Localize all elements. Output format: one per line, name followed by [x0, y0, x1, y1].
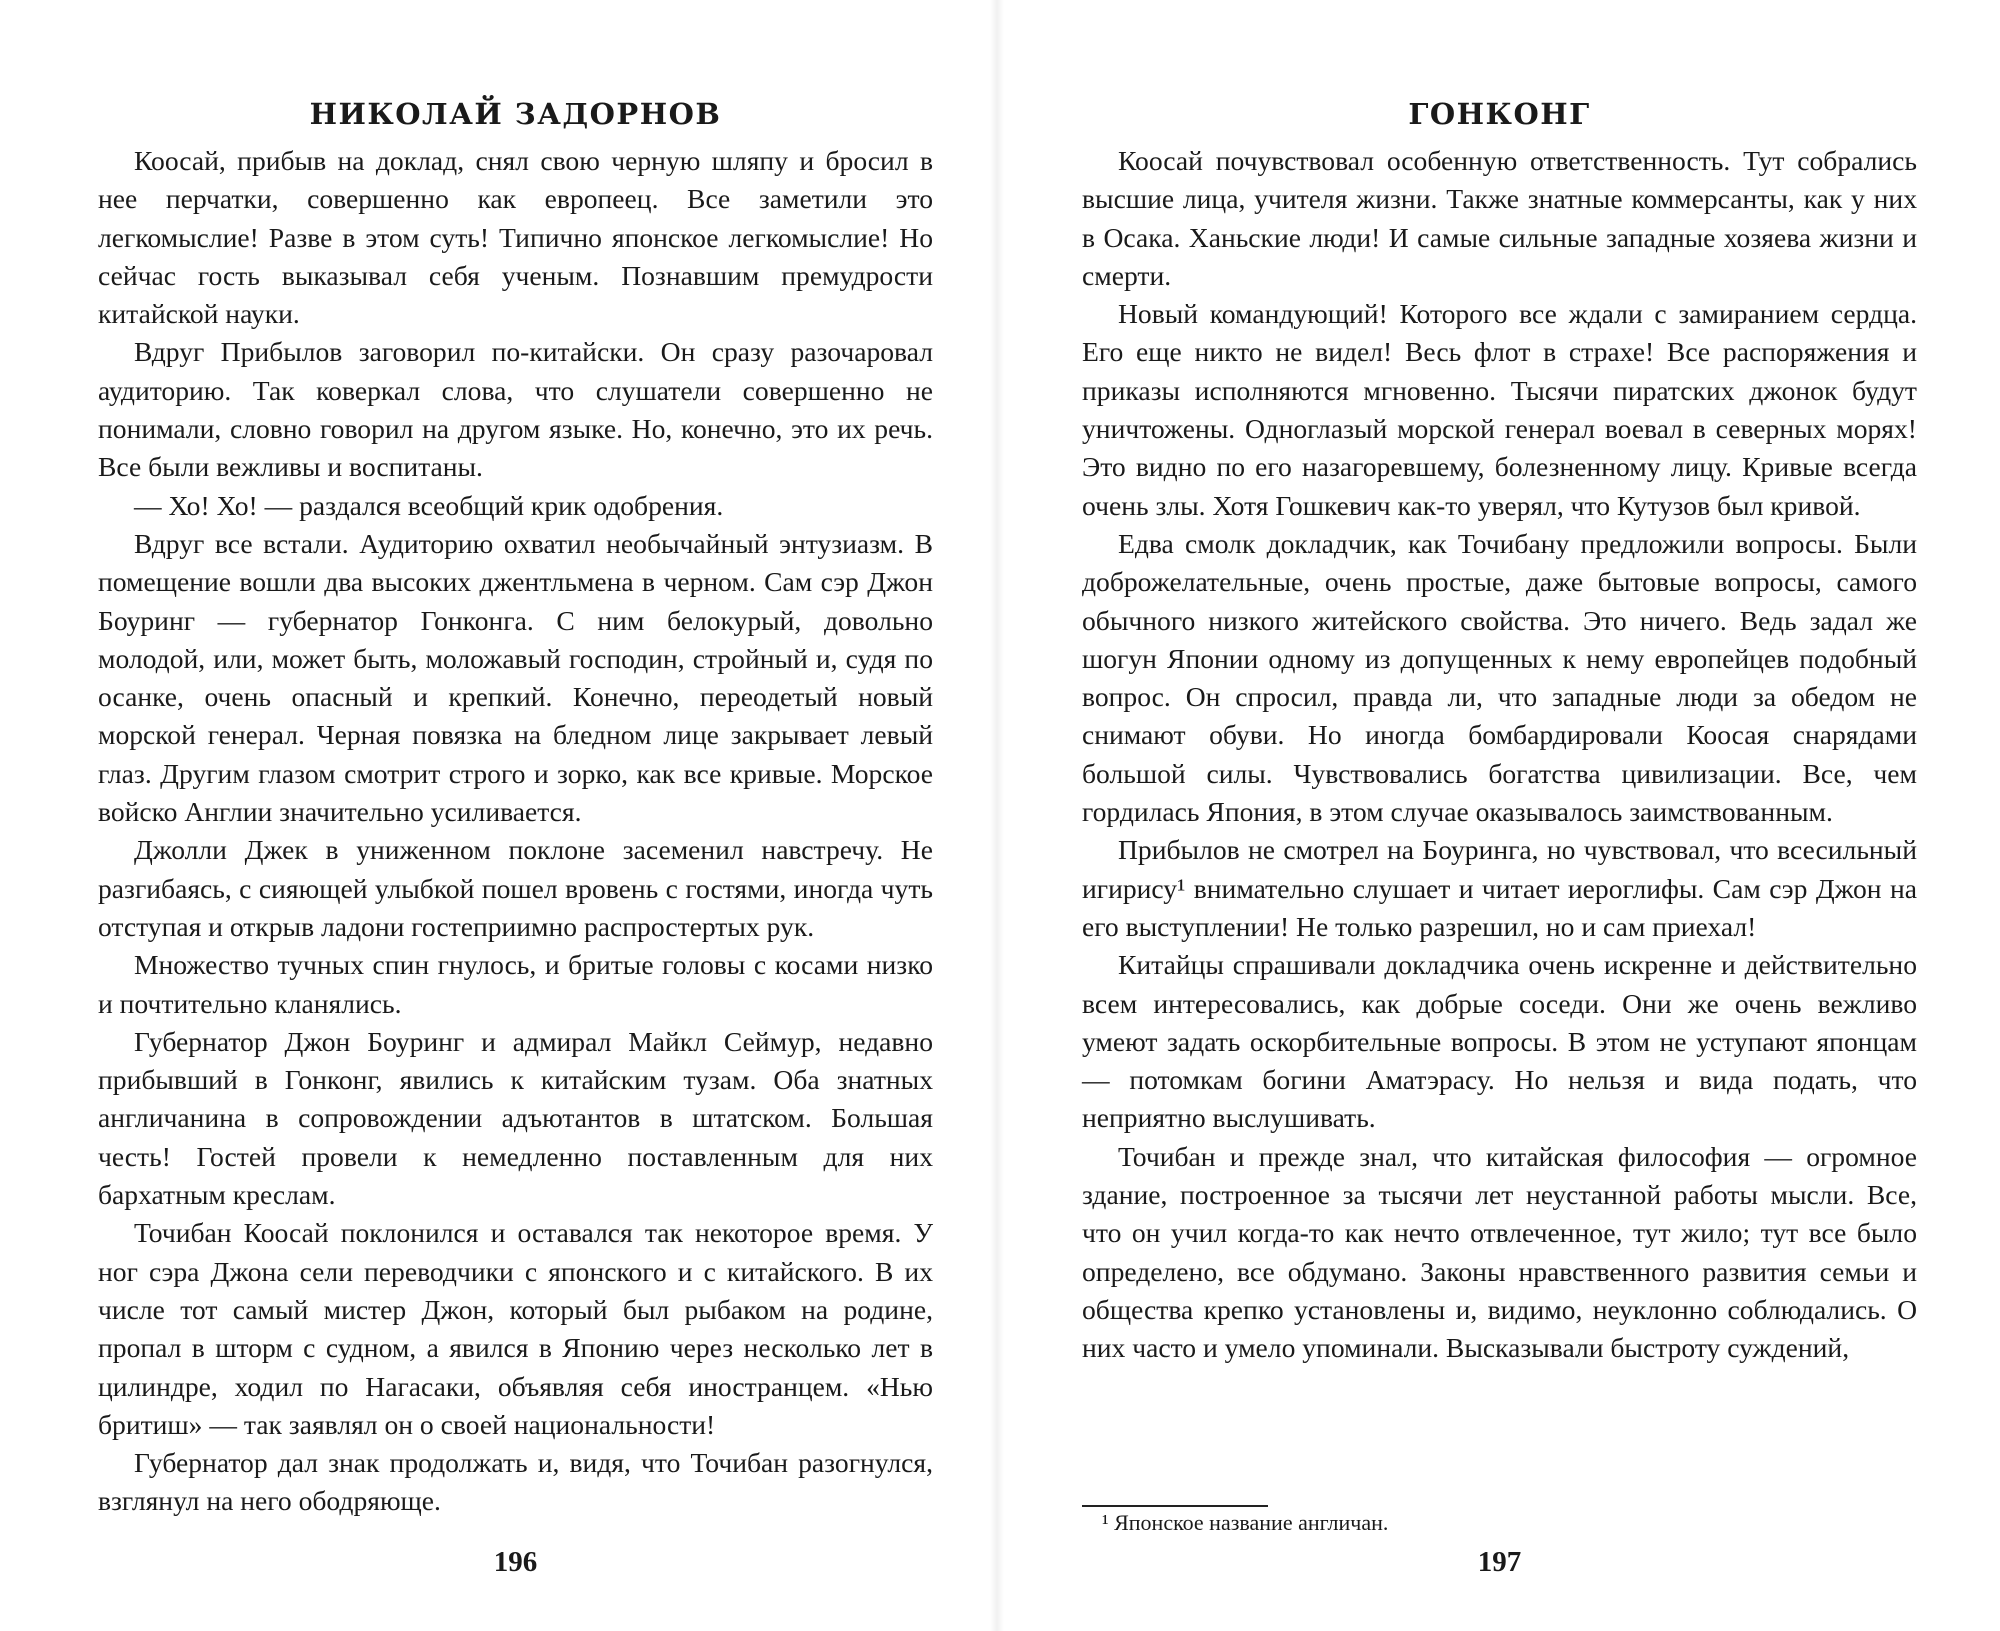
- paragraph: Китайцы спрашивали докладчика очень искренне и действительно всем интересовались, как добрые соседи. Они же очень вежливо умеют задать оскорбительные вопросы. В этом не уступают японцам — потомкам богини Аматэрасу. Но нельзя и вида подать, что неприятно выслушивать.: [1082, 949, 1917, 1134]
- paragraph: Точибан и прежде знал, что китайская философия — огромное здание, построенное за тысячи лет неустанной работы мысли. Все, что он учил когда-то как нечто отвлеченное, тут жило; тут все было определено, все обдумано. Законы нравственного развития семьи и общества крепко установлены и, видимо, неуклонно соблюдались. О них часто и умело упоминали. Высказывали быстроту суждений,: [1082, 1140, 1917, 1364]
- paragraph: Точибан Коосай поклонился и оставался так некоторое время. У ног сэра Джона сели переводчики с японского и с китайского. В их числе тот самый мистер Джон, который был рыбаком на родине, пропал в шторм с судном, а явился в Японию через несколько лет в цилиндре, ходил по Нагасаки, объявляя себя иностранцем. «Нью бритиш» — так заявлял он о своей национальности!: [98, 1217, 933, 1440]
- footnote-divider: [1082, 1505, 1268, 1507]
- running-header-title: ГОНКОНГ: [1408, 97, 1591, 131]
- paragraph: Едва смолк докладчик, как Точибану предложили вопросы. Были доброжелательные, очень простые, даже бытовые вопросы, самого обычного низкого житейского свойства. Это ничего. Ведь задал же шогун Японии одному из допущенных к нему европейцев подобный вопрос. Он спросил, правда ли, что западные люди за обедом не снимают обуви. Но иногда бомбардировали Коосая снарядами большой силы. Чувствовались богатства цивилизации. Все, чем гордилась Япония, в этом случае оказывалось заимствованным.: [1082, 527, 1917, 828]
- paragraph: Джолли Джек в униженном поклоне засеменил навстречу. Не разгибаясь, с сияющей улыбкой пошел вровень с гостями, иногда чуть отступая и открыв ладони гостеприимно распростертых рук.: [98, 834, 933, 942]
- paragraph: Множество тучных спин гнулось, и бритые головы с косами низко и почтительно кланялись.: [98, 949, 933, 1019]
- paragraph: Губернатор дал знак продолжать и, видя, что Точибан разогнулся, взглянул на него ободряюще.: [98, 1447, 933, 1517]
- body-text: [1082, 142, 1917, 1368]
- running-header-author: НИКОЛАЙ ЗАДОРНОВ: [309, 97, 722, 131]
- paragraph: Вдруг Прибылов заговорил по-китайски. Он сразу разочаровал аудиторию. Так коверкал слова, что слушатели совершенно не понимали, словно говорил на другом языке. Но, конечно, это их речь. Все были вежливы и воспитаны.: [98, 336, 933, 483]
- body-text: [98, 142, 933, 1521]
- paragraph: Коосай почувствовал особенную ответственность. Тут собрались высшие лица, учителя жизни. Также знатные коммерсанты, как у них в Осака. Ханьские люди! И самые сильные западные хозяева жизни и смерти.: [1082, 145, 1917, 291]
- footnote: ¹ Японское название англичан.: [1102, 1510, 1389, 1535]
- paragraph: — Хо! Хо! — раздался всеобщий крик одобрения.: [134, 489, 724, 521]
- paragraph: Коосай, прибыв на доклад, снял свою черную шляпу и бросил в нее перчатки, совершенно как европеец. Все заметили это легкомыслие! Разве в этом суть! Типично японское легкомыслие! Но сейчас гость выказывал себя ученым. Познавшим премудрости китайской науки.: [98, 145, 933, 330]
- book-gutter: [990, 0, 1004, 1631]
- paragraph: Новый командующий! Которого все ждали с замиранием сердца. Его еще никто не видел! Весь флот в страхе! Все распоряжения и приказы исполняются мгновенно. Тысячи пиратских джонок будут уничтожены. Одноглазый морской генерал воевал в северных морях! Это видно по его назагоревшему, болезненному лицу. Кривые всегда очень злы. Хотя Гошкевич как-то уверял, что Кутузов был кривой.: [1082, 298, 1917, 521]
- paragraph: Губернатор Джон Боуринг и адмирал Майкл Сеймур, недавно прибывший в Гонконг, явились к китайским тузам. Оба знатных англичанина в сопровождении адъютантов в штатском. Большая честь! Гостей провели к немедленно поставленным для них бархатным креслам.: [98, 1025, 933, 1211]
- page-number: 196: [493, 1546, 538, 1578]
- paragraph: Вдруг все встали. Аудиторию охватил необычайный энтузиазм. В помещение вошли два высоких джентльмена в черном. Сам сэр Джон Боуринг — губернатор Гонконга. С ним белокурый, довольно молодой, или, может быть, моложавый господин, стройный и, судя по осанке, очень опасный и крепкий. Конечно, переодетый новый морской генерал. Черная повязка на бледном лице закрывает левый глаз. Другим глазом смотрит строго и зорко, как все кривые. Морское войско Англии значительно усиливается.: [98, 527, 933, 828]
- paragraph: Прибылов не смотрел на Боуринга, но чувствовал, что всесильный игирису¹ внимательно слушает и читает иероглифы. Сам сэр Джон на его выступлении! Не только разрешил, но и сам приехал!: [1082, 834, 1917, 942]
- page-number: 197: [1477, 1546, 1522, 1578]
